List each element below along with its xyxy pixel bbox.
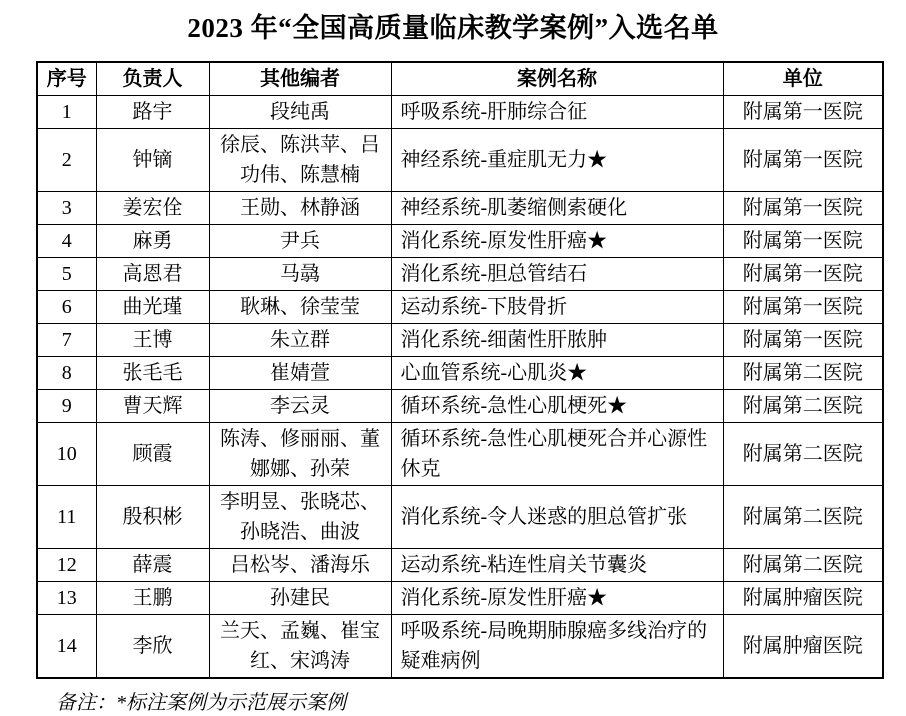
cell-index: 1 <box>37 96 96 129</box>
cell-editors: 马骉 <box>209 258 391 291</box>
cell-case-name: 神经系统-重症肌无力★ <box>391 129 723 192</box>
cell-index: 7 <box>37 324 96 357</box>
cell-case-name: 消化系统-原发性肝癌★ <box>391 582 723 615</box>
cell-unit: 附属第二医院 <box>723 486 883 549</box>
cell-editors: 段纯禹 <box>209 96 391 129</box>
cell-editors: 李云灵 <box>209 390 391 423</box>
table-row <box>37 390 883 423</box>
cell-editors: 尹兵 <box>209 225 391 258</box>
cell-index: 12 <box>37 549 96 582</box>
cell-editors: 孙建民 <box>209 582 391 615</box>
table-row <box>37 423 883 486</box>
roster-table <box>36 61 884 679</box>
cell-index: 6 <box>37 291 96 324</box>
cell-case-name: 消化系统-胆总管结石 <box>391 258 723 291</box>
cell-case-name: 消化系统-原发性肝癌★ <box>391 225 723 258</box>
cell-unit: 附属第一医院 <box>723 96 883 129</box>
cell-leader: 钟镝 <box>96 129 209 192</box>
cell-unit: 附属第一医院 <box>723 129 883 192</box>
cell-editors: 朱立群 <box>209 324 391 357</box>
cell-unit: 附属第二医院 <box>723 423 883 486</box>
cell-unit: 附属肿瘤医院 <box>723 615 883 679</box>
table-row <box>37 549 883 582</box>
table-body <box>37 96 883 679</box>
cell-index: 5 <box>37 258 96 291</box>
cell-leader: 薛震 <box>96 549 209 582</box>
cell-editors: 兰天、孟巍、崔宝红、宋鸿涛 <box>209 615 391 679</box>
column-header-case-name: 案例名称 <box>391 62 723 96</box>
table-row <box>37 615 883 679</box>
cell-index: 14 <box>37 615 96 679</box>
cell-editors: 李明昱、张晓芯、孙晓浩、曲波 <box>209 486 391 549</box>
table-row <box>37 192 883 225</box>
cell-case-name: 运动系统-下肢骨折 <box>391 291 723 324</box>
column-header-editors: 其他编者 <box>209 62 391 96</box>
cell-editors: 徐辰、陈洪苹、吕功伟、陈慧楠 <box>209 129 391 192</box>
cell-unit: 附属第二医院 <box>723 549 883 582</box>
cell-leader: 高恩君 <box>96 258 209 291</box>
table-row <box>37 129 883 192</box>
cell-editors: 王勋、林静涵 <box>209 192 391 225</box>
cell-case-name: 运动系统-粘连性肩关节囊炎 <box>391 549 723 582</box>
cell-leader: 麻勇 <box>96 225 209 258</box>
cell-index: 3 <box>37 192 96 225</box>
cell-case-name: 呼吸系统-肝肺综合征 <box>391 96 723 129</box>
footnote: 备注：*标注案例为示范展示案例 <box>56 692 346 715</box>
column-header-index: 序号 <box>37 62 96 96</box>
cell-index: 10 <box>37 423 96 486</box>
cell-leader: 张毛毛 <box>96 357 209 390</box>
cell-index: 4 <box>37 225 96 258</box>
header-row <box>37 62 883 96</box>
cell-unit: 附属肿瘤医院 <box>723 582 883 615</box>
cell-leader: 李欣 <box>96 615 209 679</box>
table-row <box>37 582 883 615</box>
column-header-leader: 负责人 <box>96 62 209 96</box>
table-row <box>37 225 883 258</box>
cell-editors: 陈涛、修丽丽、董娜娜、孙荣 <box>209 423 391 486</box>
cell-leader: 曲光瑾 <box>96 291 209 324</box>
cell-unit: 附属第一医院 <box>723 258 883 291</box>
column-header-unit: 单位 <box>723 62 883 96</box>
cell-case-name: 呼吸系统-局晚期肺腺癌多线治疗的疑难病例 <box>391 615 723 679</box>
table-row <box>37 96 883 129</box>
cell-case-name: 循环系统-急性心肌梗死合并心源性休克 <box>391 423 723 486</box>
cell-case-name: 神经系统-肌萎缩侧索硬化 <box>391 192 723 225</box>
cell-case-name: 循环系统-急性心肌梗死★ <box>391 390 723 423</box>
cell-index: 11 <box>37 486 96 549</box>
cell-leader: 顾霞 <box>96 423 209 486</box>
cell-unit: 附属第一医院 <box>723 225 883 258</box>
cell-editors: 崔婧萱 <box>209 357 391 390</box>
cell-case-name: 消化系统-令人迷惑的胆总管扩张 <box>391 486 723 549</box>
cell-editors: 耿琳、徐莹莹 <box>209 291 391 324</box>
page-title: 2023 年“全国高质量临床教学案例”入选名单 <box>187 13 719 43</box>
cell-index: 2 <box>37 129 96 192</box>
cell-leader: 王鹏 <box>96 582 209 615</box>
cell-unit: 附属第一医院 <box>723 324 883 357</box>
cell-leader: 路宇 <box>96 96 209 129</box>
cell-editors: 吕松岑、潘海乐 <box>209 549 391 582</box>
cell-index: 8 <box>37 357 96 390</box>
cell-case-name: 消化系统-细菌性肝脓肿 <box>391 324 723 357</box>
table-row <box>37 291 883 324</box>
table-row <box>37 258 883 291</box>
cell-unit: 附属第一医院 <box>723 291 883 324</box>
cell-leader: 曹天辉 <box>96 390 209 423</box>
cell-unit: 附属第一医院 <box>723 192 883 225</box>
cell-index: 9 <box>37 390 96 423</box>
cell-unit: 附属第二医院 <box>723 357 883 390</box>
table-row <box>37 486 883 549</box>
table-row <box>37 357 883 390</box>
cell-leader: 姜宏佺 <box>96 192 209 225</box>
cell-unit: 附属第二医院 <box>723 390 883 423</box>
cell-case-name: 心血管系统-心肌炎★ <box>391 357 723 390</box>
cell-leader: 殷积彬 <box>96 486 209 549</box>
table-header <box>37 62 883 96</box>
cell-leader: 王博 <box>96 324 209 357</box>
table-row <box>37 324 883 357</box>
cell-index: 13 <box>37 582 96 615</box>
